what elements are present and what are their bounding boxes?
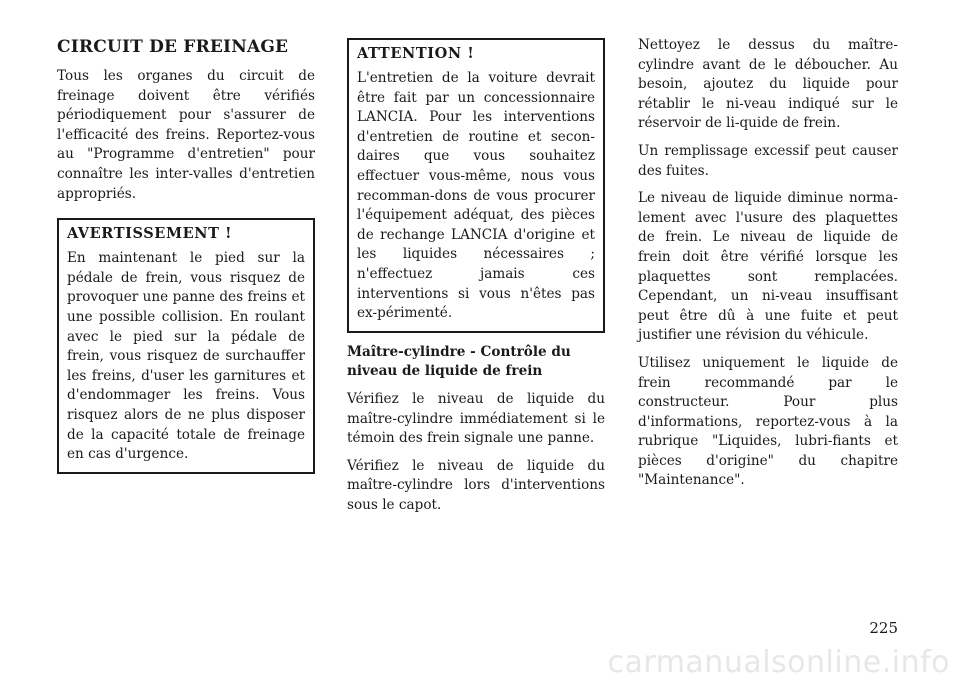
caution-box bbox=[347, 38, 605, 333]
middle-column bbox=[347, 36, 605, 523]
section-title: CIRCUIT DE FREINAGE bbox=[57, 37, 289, 57]
page-number: 225 bbox=[869, 619, 898, 637]
watermark-text: carmanualsonline.info bbox=[607, 645, 950, 680]
body-paragraph: Utilisez uniquement le liquide de frein recommandé par le constructeur. Pour plus d'informations, reportez-vous à la rubrique "Liquides, lubri-fiants et pièces d'origine" du chapitre "Maintenance". bbox=[638, 354, 898, 489]
watermark bbox=[0, 645, 960, 680]
caution-heading: ATTENTION ! bbox=[357, 45, 475, 62]
warning-text: En maintenant le pied sur la pédale de frein, vous risquez de provoquer une panne des freins et une possible collision. En roulant avec le pied sur la pédale de frein, vous risquez de surchauffer les freins, d'user les garnitures et d'endommager les freins. Vous risquez alors de ne plus disposer de la capacité totale de freinage en cas d'urgence. bbox=[67, 250, 305, 463]
body-paragraph: Le niveau de liquide diminue norma-lement avec l'usure des plaquettes de frein. Le niveau de liquide de frein doit être vérifié lorsque les plaquettes sont remplacées. Cependant, un ni-veau insuffisant peut être dû à une fuite et peut justifier une révision du véhicule. bbox=[638, 190, 898, 344]
left-column bbox=[57, 36, 315, 474]
right-column bbox=[638, 36, 898, 499]
warning-box bbox=[57, 218, 315, 474]
body-paragraph: Vérifiez le niveau de liquide du maître-cylindre immédiatement si le témoin des frein signale une panne. bbox=[347, 390, 605, 447]
body-paragraph: Nettoyez le dessus du maître-cylindre avant de le déboucher. Au besoin, ajoutez du liquide pour rétablir le ni-veau indiqué sur le réservoir de li-quide de frein. bbox=[638, 37, 898, 132]
warning-heading: AVERTISSEMENT ! bbox=[67, 225, 233, 243]
body-paragraph: Vérifiez le niveau de liquide du maître-cylindre lors d'interventions sous le capot. bbox=[347, 457, 605, 513]
subheading: Maître-cylindre - Contrôle du niveau de liquide de frein bbox=[347, 343, 571, 380]
body-paragraph: Un remplissage excessif peut causer des fuites. bbox=[638, 142, 898, 179]
caution-text: L'entretien de la voiture devrait être fait par un concessionnaire LANCIA. Pour les interventions d'entretien de routine et secon-daires que vous souhaitez effectuer vous-même, nous vous recomman-dons de vous procurer l'équipement adéquat, des pièces de rechange LANCIA d'origine et les liquides nécessaires ; n'effectuez jamais ces interventions si vous n'êtes pas ex-périmenté. bbox=[357, 70, 595, 322]
intro-paragraph: Tous les organes du circuit de freinage doivent être vérifiés périodiquement pour s'assurer de l'efficacité des freins. Reportez-vous au "Programme d'entretien" pour connaître les inter-valles d'entretien appropriés. bbox=[57, 68, 315, 202]
